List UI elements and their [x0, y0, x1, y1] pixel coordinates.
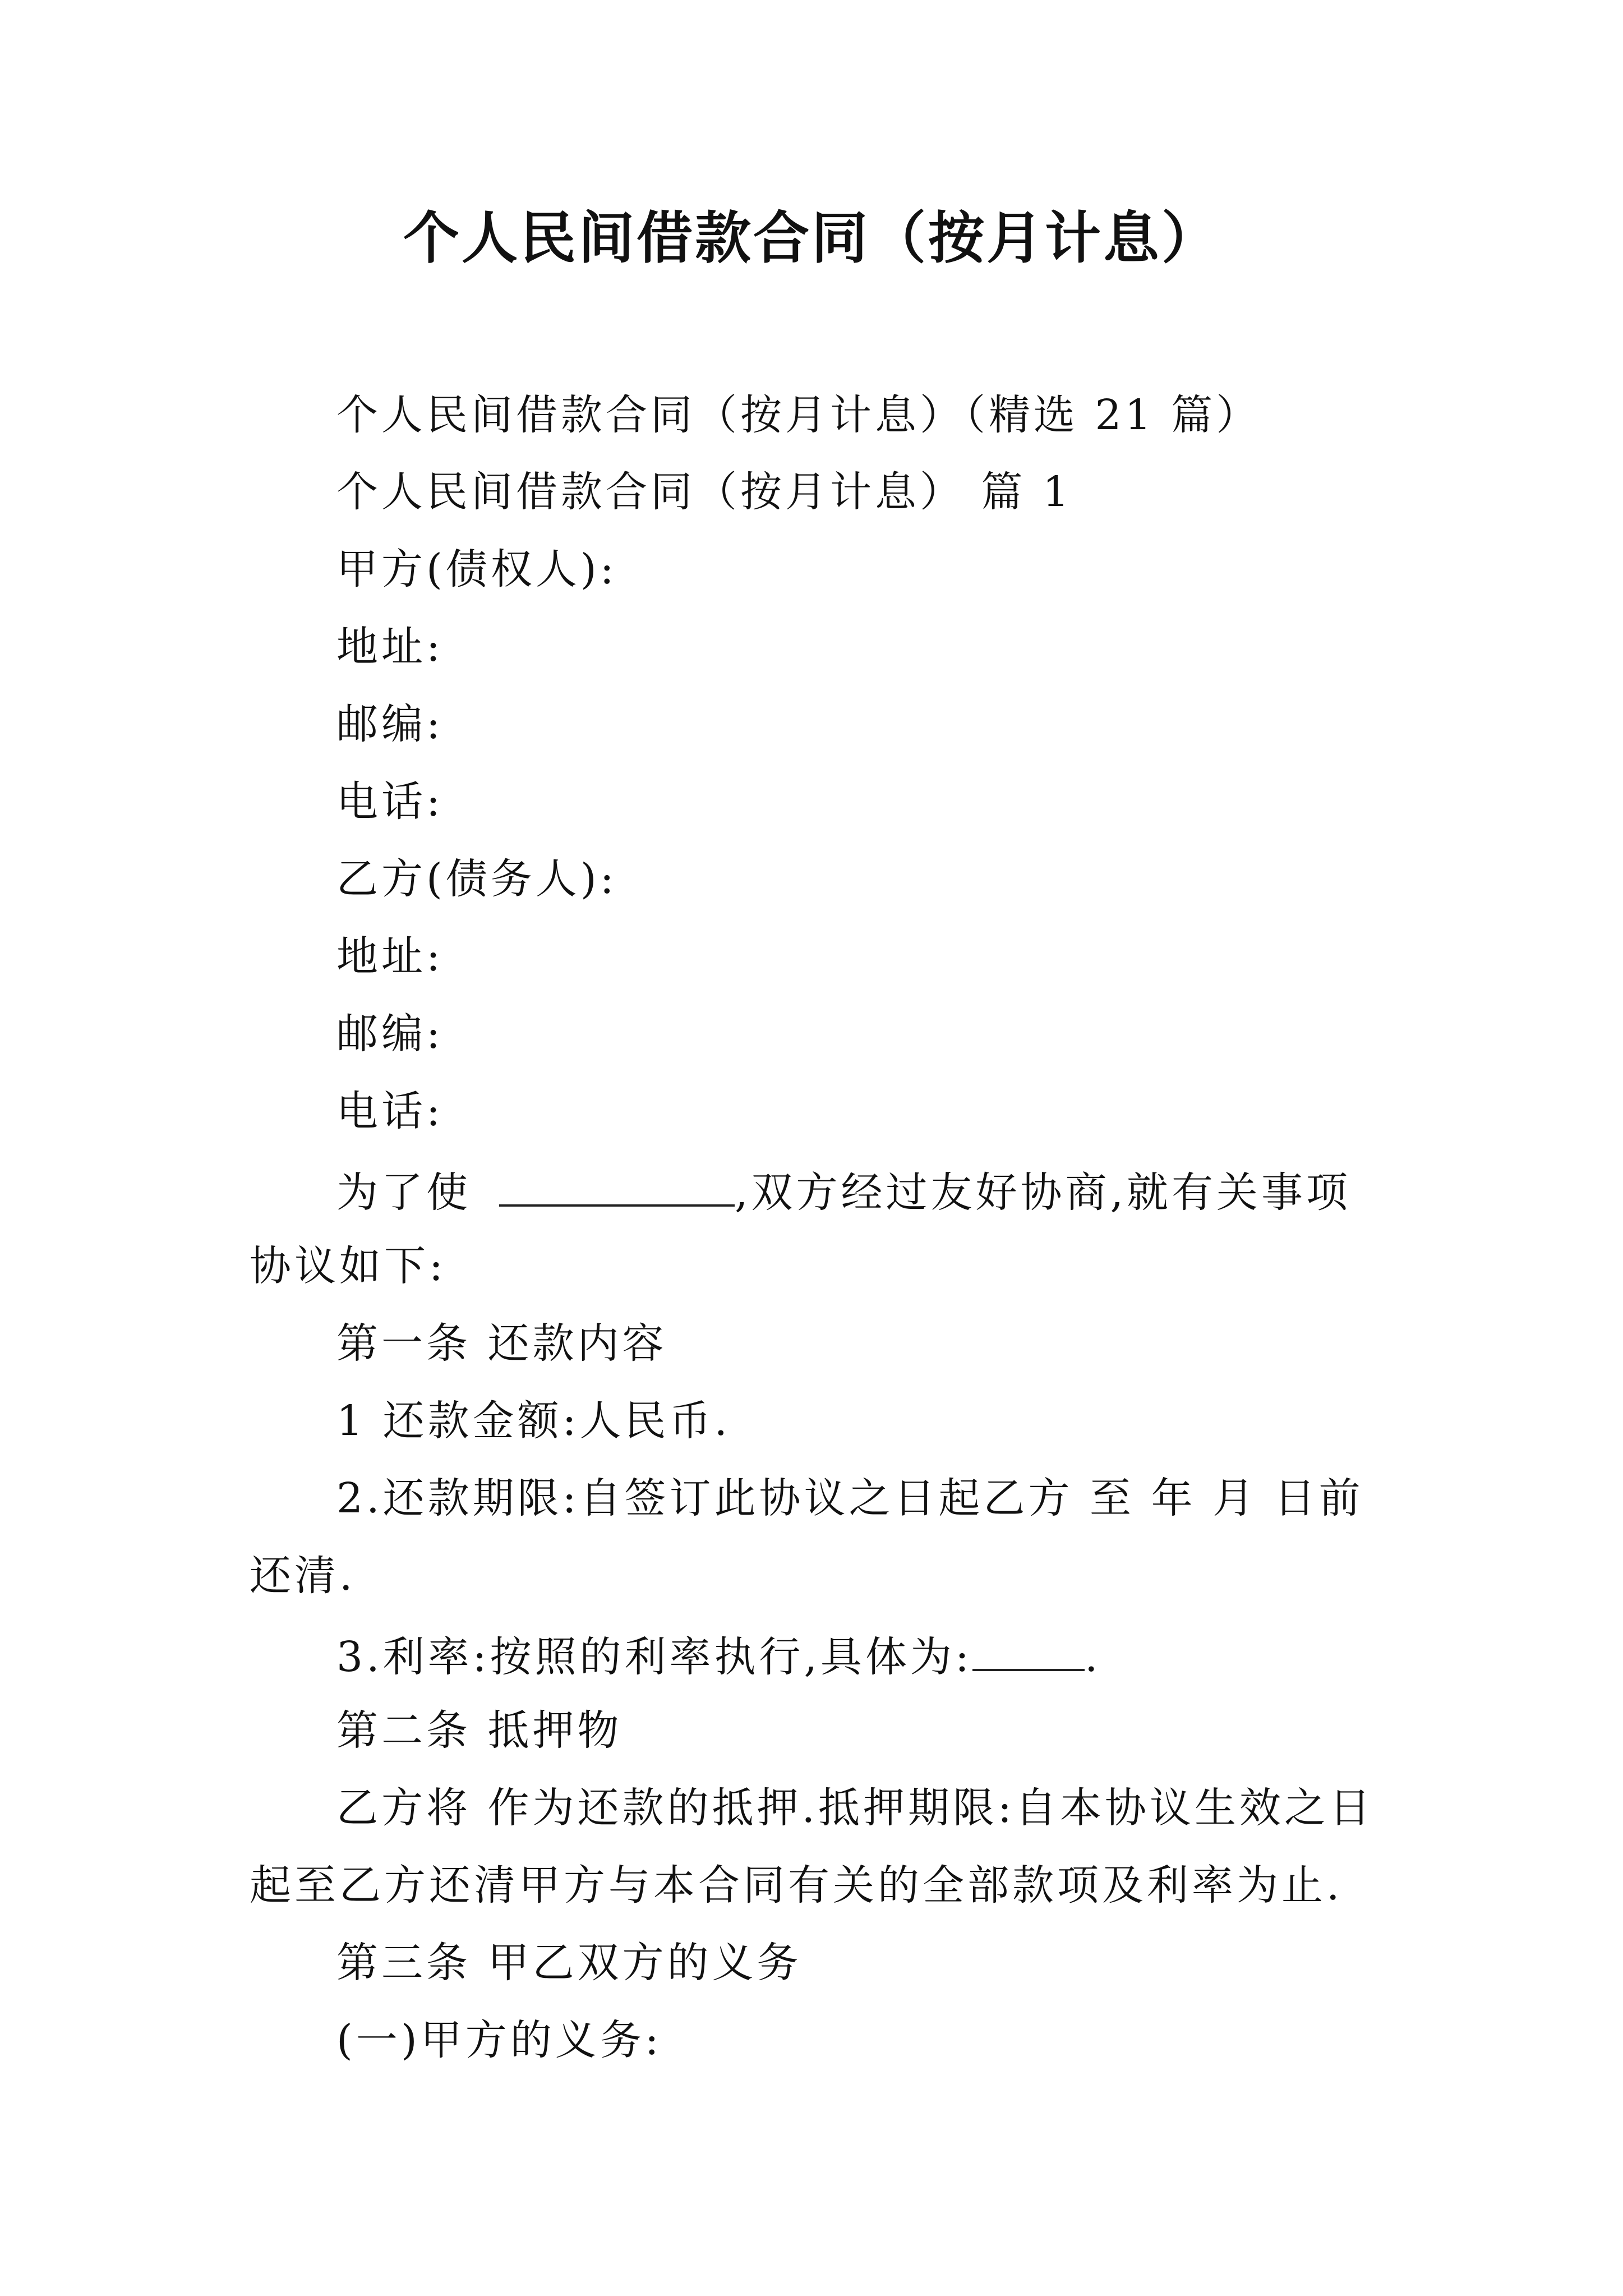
- article-3-sub-1: (一)甲方的义务:: [336, 2016, 662, 2064]
- preamble-line-1: [336, 1161, 1351, 1221]
- section-heading: 个人民间借款合同（按月计息） 篇 1: [336, 468, 1073, 516]
- party-b-label: 乙方(债务人):: [336, 855, 617, 903]
- party-a-address: 地址:: [336, 623, 444, 671]
- party-a-label: 甲方(债权人):: [336, 545, 617, 593]
- article-1-item-3: [336, 1625, 1101, 1685]
- preamble-line-2: 协议如下:: [250, 1242, 446, 1290]
- purpose-blank: [499, 1161, 735, 1207]
- party-b-phone: 电话:: [336, 1087, 444, 1135]
- article-1-heading: 第一条 还款内容: [336, 1319, 667, 1368]
- interest-rate-period: .: [1085, 1633, 1101, 1681]
- article-2-body-line-2: 起至乙方还清甲方与本合同有关的全部款项及利率为止.: [250, 1861, 1343, 1910]
- article-1-item-2-line-1: 2.还款期限:自签订此协议之日起乙方 至 年 月 日前: [336, 1474, 1364, 1522]
- party-a-phone: 电话:: [336, 777, 444, 826]
- party-b-address: 地址:: [336, 932, 444, 981]
- document-subtitle: 个人民间借款合同（按月计息）（精选 21 篇）: [336, 391, 1261, 439]
- preamble-text-end: ,双方经过友好协商,就有关事项: [735, 1168, 1352, 1217]
- party-b-postcode: 邮编:: [336, 1010, 444, 1058]
- interest-rate-blank: [972, 1625, 1085, 1671]
- preamble-text-start: 为了使: [336, 1168, 471, 1217]
- article-2-body-line-1: 乙方将 作为还款的抵押.抵押期限:自本协议生效之日: [336, 1784, 1374, 1832]
- article-1-item-1: 1 还款金额:人民币.: [336, 1397, 731, 1445]
- interest-rate-text: 3.利率:按照的利率执行,具体为:: [336, 1633, 972, 1681]
- article-1-item-2-line-2: 还清.: [250, 1552, 356, 1600]
- article-2-heading: 第二条 抵押物: [336, 1706, 623, 1755]
- party-a-postcode: 邮编:: [336, 700, 444, 748]
- document-title: 个人民间借款合同（按月计息）: [403, 205, 1220, 271]
- article-3-heading: 第三条 甲乙双方的义务: [336, 1939, 802, 1987]
